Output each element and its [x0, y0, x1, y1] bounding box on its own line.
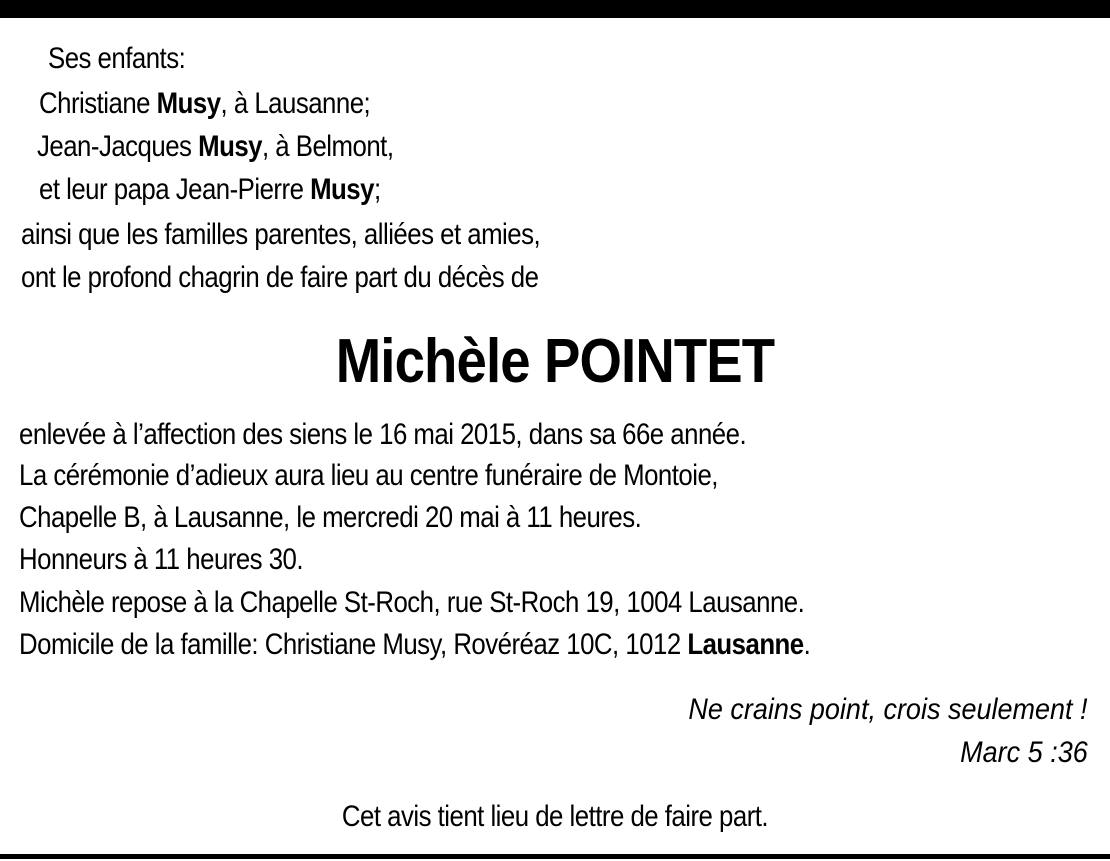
details-line-1: enlevée à l’affection des siens le 16 mai 2015, dans sa 66e année. — [19, 418, 747, 451]
deceased-name: Michèle POINTET — [335, 327, 775, 396]
surname: Musy — [198, 130, 262, 163]
quote-text: Ne crains point, crois seulement ! — [688, 693, 1088, 726]
surname: Musy — [156, 87, 221, 120]
announcement-line: ont le profond chagrin de faire part du décès de — [21, 261, 539, 294]
details-line-3: Chapelle B, à Lausanne, le mercredi 20 mai à 11 heures. — [19, 501, 642, 534]
details-line-4: Honneurs à 11 heures 30. — [19, 543, 304, 576]
closing-line: Cet avis tient lieu de lettre de faire part. — [341, 800, 769, 833]
quote-reference: Marc 5 :36 — [960, 736, 1088, 769]
details-line-6: Domicile de la famille: Christiane Musy, Rovéréaz 10C, 1012 Lausanne. — [19, 628, 811, 661]
child-line-2: Jean-Jacques Musy, à Belmont, — [37, 130, 394, 163]
city-bold: Lausanne — [687, 628, 804, 661]
child-line-3: et leur papa Jean-Pierre Musy; — [39, 173, 381, 206]
intro-heading: Ses enfants: — [48, 42, 186, 75]
bottom-border — [0, 854, 1110, 859]
details-line-5: Michèle repose à la Chapelle St-Roch, rue St-Roch 19, 1004 Lausanne. — [19, 586, 805, 619]
details-line-2: La cérémonie d’adieux aura lieu au centre funéraire de Montoie, — [19, 459, 718, 492]
families-line: ainsi que les familles parentes, alliées et amies, — [21, 218, 541, 251]
surname: Musy — [310, 173, 374, 206]
top-border — [0, 0, 1110, 18]
child-line-1: Christiane Musy, à Lausanne; — [39, 87, 371, 120]
